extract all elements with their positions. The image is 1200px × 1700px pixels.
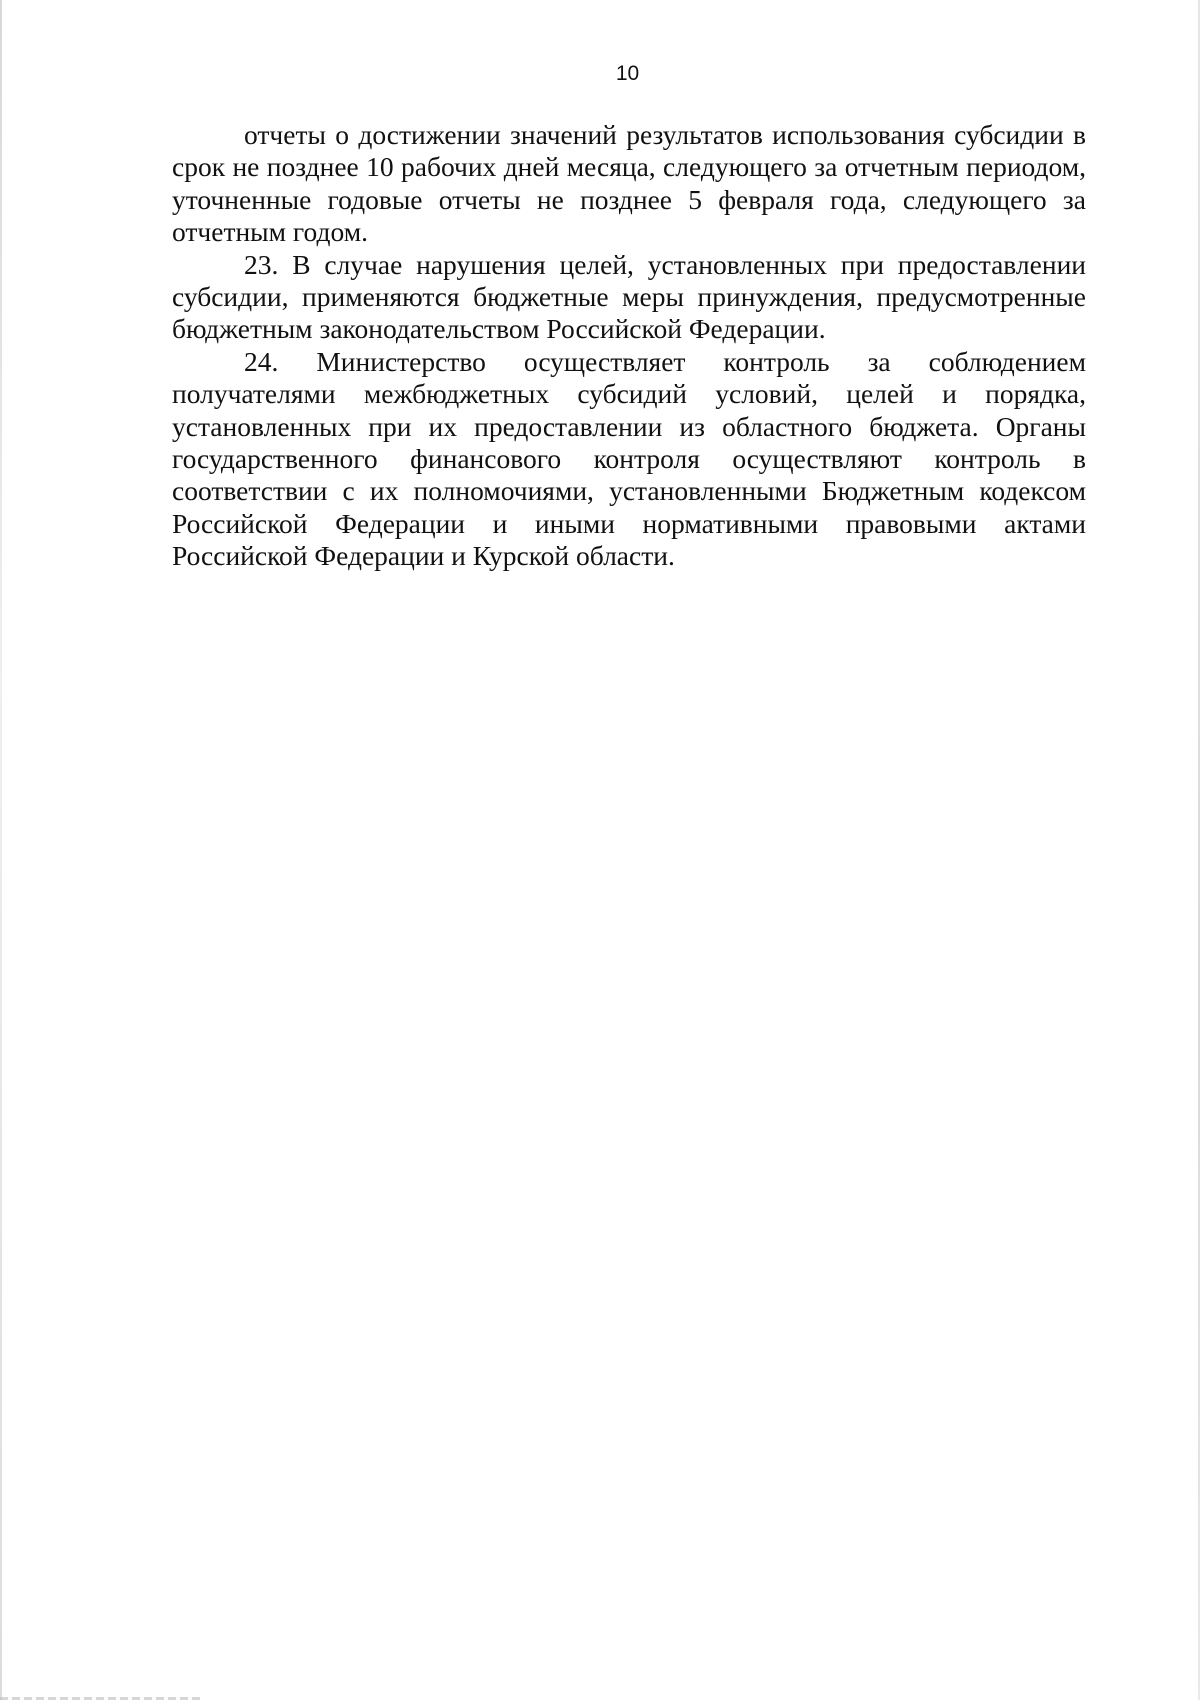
paragraph-24-ministry-control: 24. Министерство осуществляет контроль за соблюдением получателями межбюджетных субсидий условий, целей и порядка, установленных при их предоставлении из областного бюджета. Органы государственного финансового контроля осуществляют контроль в соответствии с их полномочиями, установленными Бюджетным кодексом Российской Федерации и иными нормативными правовыми актами Российской Федерации и Курской области. (172, 345, 1086, 572)
paragraph-23-violation-measures: 23. В случае нарушения целей, установленных при предоставлении субсидии, применяются бюджетные меры принуждения, предусмотренные бюджетным законодательством Российской Федерации. (172, 248, 1086, 345)
page-number: 10 (615, 62, 640, 85)
paragraph-reports-deadline: отчеты о достижении значений результатов использования субсидии в срок не позднее 10 рабочих дней месяца, следующего за отчетным периодом, уточненные годовые отчеты не позднее 5 февраля года, следующего за отчетным годом. (172, 119, 1086, 248)
scan-edge-left (0, 0, 2, 1700)
document-body (172, 119, 1086, 573)
